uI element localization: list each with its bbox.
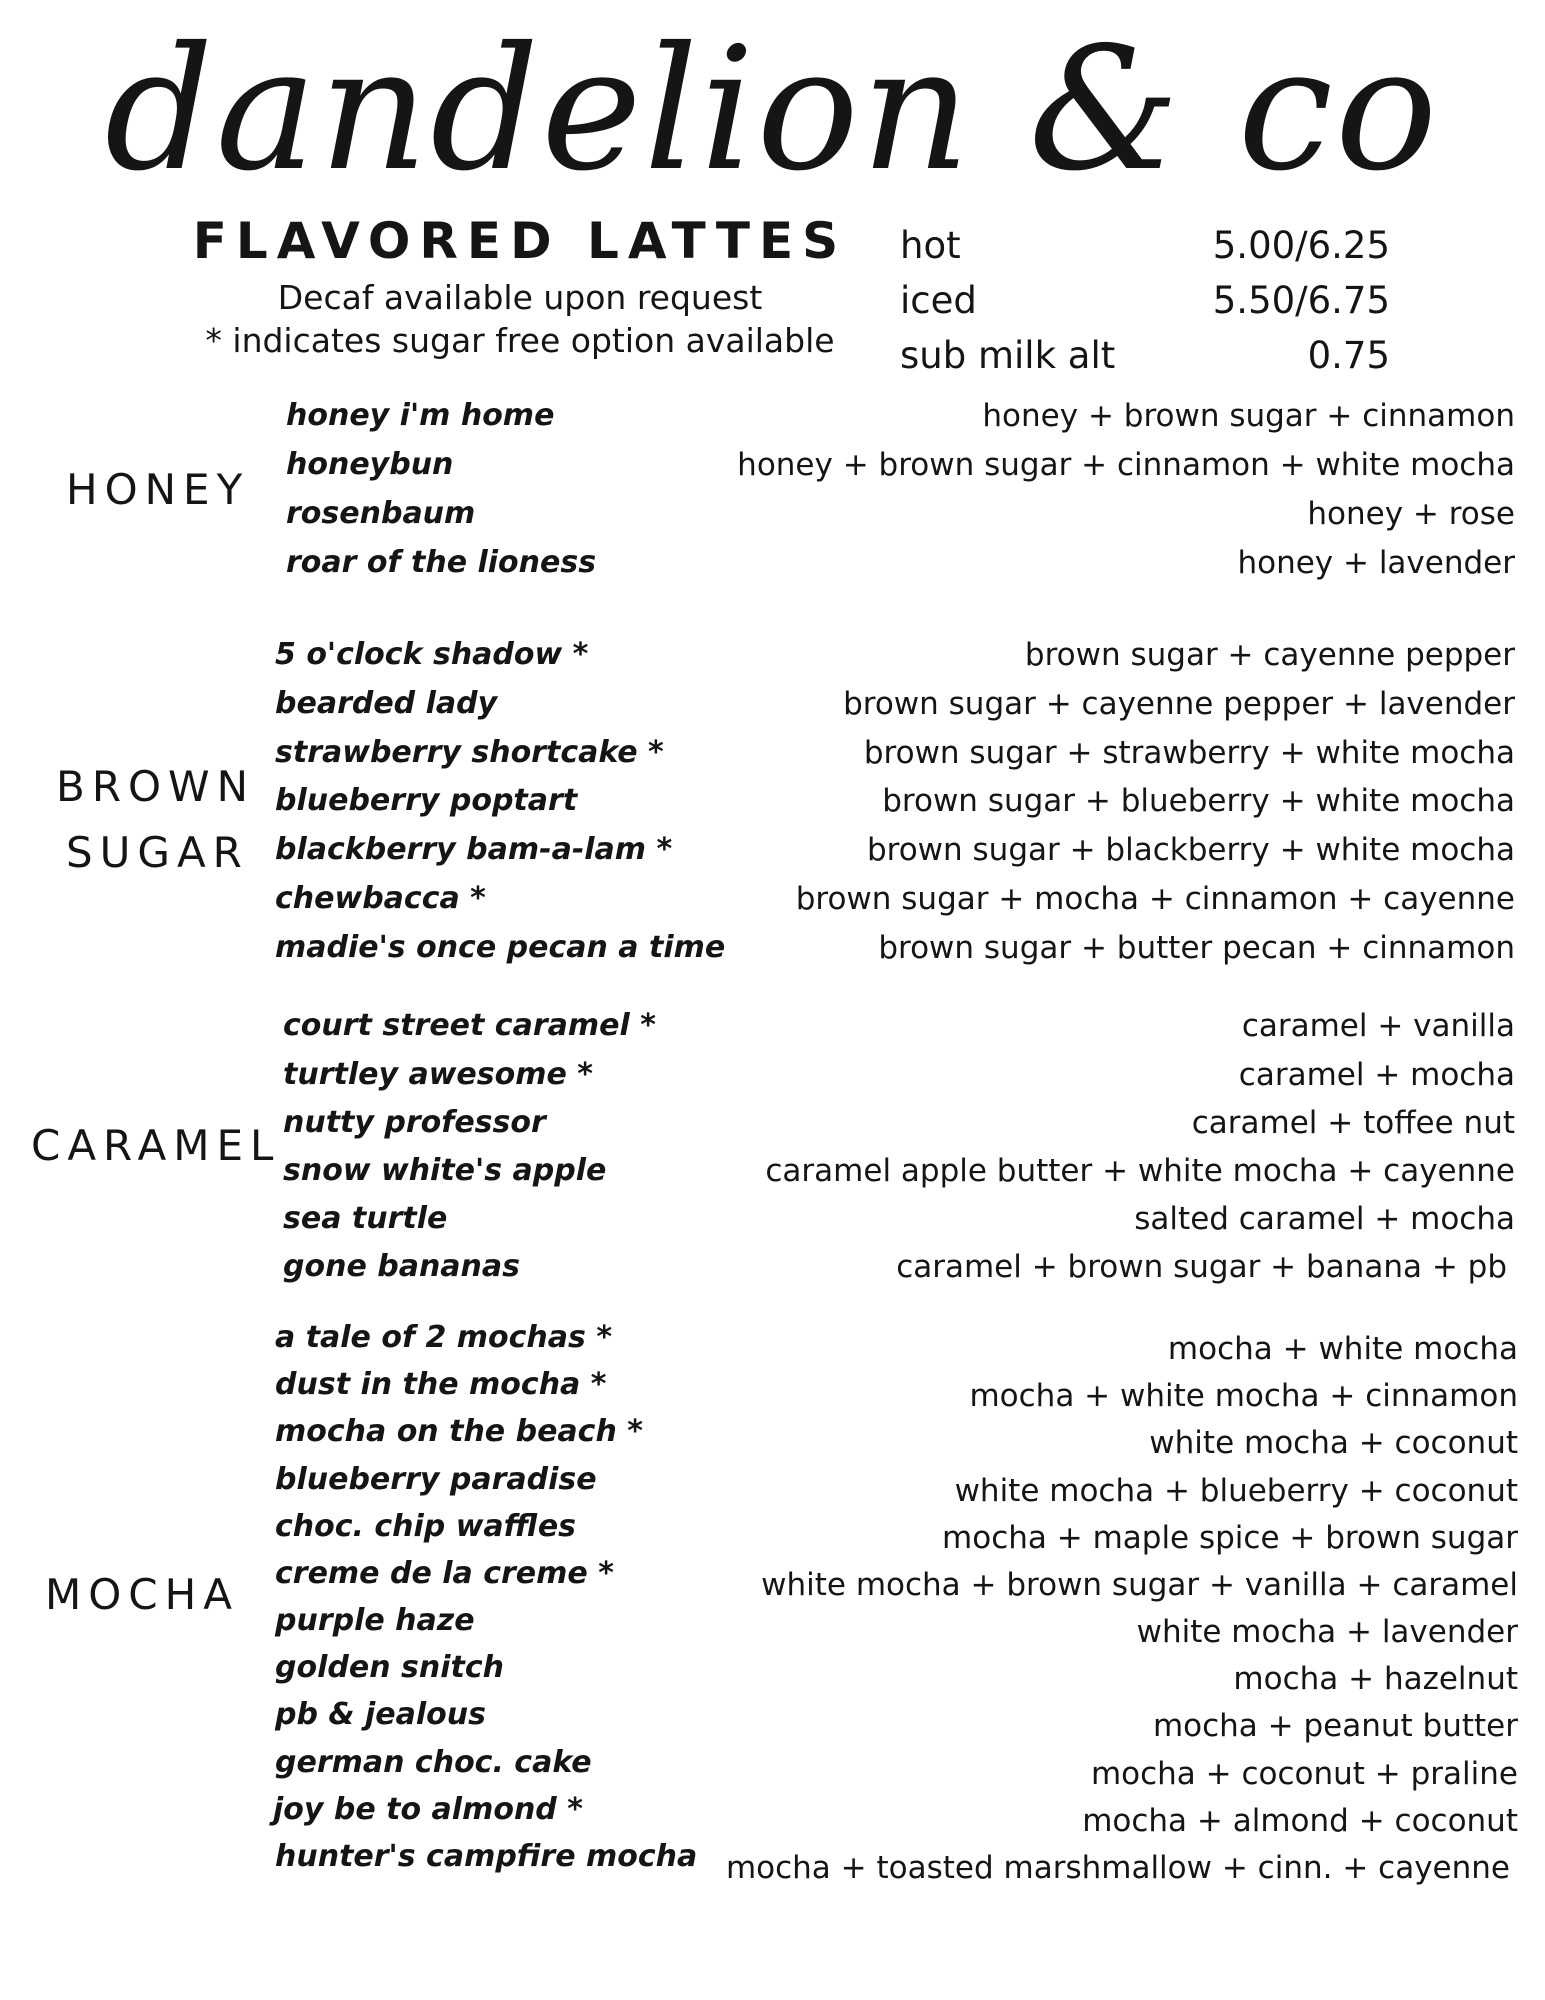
menu-item [270, 631, 1515, 679]
category-label: CARAMEL [31, 1121, 281, 1170]
item-flavors: brown sugar + strawberry + white mocha [863, 735, 1515, 771]
item-name: nutty professor [283, 1105, 546, 1140]
menu-item [270, 392, 1515, 440]
category-honey [66, 460, 249, 520]
sugar-free-note: * indicates sugar free option available [205, 321, 835, 360]
item-name: golden snitch [275, 1650, 504, 1685]
menu-item [270, 1051, 1515, 1099]
item-name: choc. chip waffles [275, 1509, 577, 1544]
menu-item [270, 1243, 1515, 1291]
category-label: SUGAR [66, 828, 249, 877]
item-name: gone bananas [283, 1249, 521, 1284]
item-flavors: mocha + toasted marshmallow + cinn. + cayenne [725, 1850, 1510, 1886]
menu-item [270, 490, 1515, 538]
item-flavors: honey + lavender [1237, 545, 1515, 581]
item-name: 5 o'clock shadow * [275, 637, 589, 672]
item-flavors: mocha + maple spice + brown sugar [942, 1520, 1518, 1556]
item-name: snow white's apple [283, 1153, 607, 1188]
item-name: turtley awesome * [283, 1057, 593, 1092]
decaf-note: Decaf available upon request [277, 278, 763, 317]
category-label: BROWN [56, 762, 256, 811]
item-flavors: mocha + coconut + praline [1090, 1756, 1518, 1792]
menu-item [270, 777, 1515, 825]
item-flavors: mocha + hazelnut [1233, 1661, 1518, 1697]
price-label: hot [900, 224, 961, 267]
price-label: iced [900, 279, 977, 322]
item-name: sea turtle [283, 1201, 448, 1236]
item-name: pb & jealous [275, 1697, 486, 1732]
item-flavors: mocha + white mocha [1167, 1331, 1518, 1367]
item-name: blueberry poptart [275, 783, 578, 818]
menu-item [270, 1195, 1515, 1243]
item-name: roar of the lioness [286, 545, 597, 580]
item-name: joy be to almond * [273, 1792, 583, 1827]
item-flavors: white mocha + blueberry + coconut [954, 1473, 1518, 1509]
category-label: HONEY [66, 465, 250, 514]
item-name: honeybun [286, 447, 454, 482]
item-name: german choc. cake [275, 1745, 592, 1780]
item-flavors: salted caramel + mocha [1134, 1201, 1515, 1237]
price-row-hot [900, 220, 1390, 272]
page-title: FLAVORED LATTES [192, 212, 848, 270]
item-flavors: brown sugar + blackberry + white mocha [866, 832, 1515, 868]
price-value: 5.50/6.75 [1212, 279, 1390, 322]
menu-item [270, 680, 1515, 728]
item-flavors: mocha + almond + coconut [1082, 1803, 1518, 1839]
item-flavors: caramel + toffee nut [1191, 1105, 1515, 1141]
item-flavors: caramel + mocha [1238, 1057, 1515, 1093]
menu-item [270, 924, 1515, 972]
menu-item [270, 1002, 1515, 1050]
category-mocha [45, 1565, 239, 1625]
item-name: blackberry bam-a-lam * [275, 832, 673, 867]
item-name: hunter's campfire mocha [275, 1839, 698, 1874]
menu-item [270, 441, 1515, 489]
price-row-iced [900, 275, 1390, 327]
menu-item [270, 729, 1515, 777]
brand-logo [0, 0, 1545, 215]
price-value: 0.75 [1307, 334, 1390, 377]
item-flavors: brown sugar + cayenne pepper + lavender [843, 686, 1515, 722]
menu-item [270, 875, 1515, 923]
item-name: purple haze [275, 1603, 475, 1638]
menu-item [270, 826, 1515, 874]
category-caramel [31, 1116, 280, 1176]
logo-lettering: dandelion & co [104, 11, 1440, 209]
item-flavors: brown sugar + mocha + cinnamon + cayenne [795, 881, 1515, 917]
item-name: madie's once pecan a time [275, 930, 726, 965]
price-label: sub milk alt [900, 334, 1116, 377]
menu-item [270, 539, 1515, 587]
item-name: rosenbaum [286, 496, 476, 531]
item-flavors: brown sugar + cayenne pepper [1024, 637, 1515, 673]
menu-item [270, 1147, 1515, 1195]
item-name: blueberry paradise [275, 1462, 597, 1497]
item-name: dust in the mocha * [275, 1367, 607, 1402]
item-name: a tale of 2 mochas * [275, 1320, 613, 1355]
item-name: creme de la creme * [275, 1556, 614, 1591]
menu-item [270, 1099, 1515, 1147]
item-flavors: caramel apple butter + white mocha + cayenne [765, 1153, 1515, 1189]
item-flavors: white mocha + coconut [1149, 1425, 1518, 1461]
price-value: 5.00/6.25 [1212, 224, 1390, 267]
item-name: strawberry shortcake * [275, 735, 664, 770]
item-flavors: honey + rose [1307, 496, 1515, 532]
menu-item [270, 1839, 1515, 1892]
item-flavors: caramel + vanilla [1241, 1008, 1515, 1044]
category-brown-sugar [56, 757, 255, 883]
item-name: chewbacca * [275, 881, 486, 916]
item-flavors: brown sugar + butter pecan + cinnamon [878, 930, 1515, 966]
item-name: honey i'm home [286, 398, 555, 433]
item-flavors: caramel + brown sugar + banana + pb [896, 1249, 1507, 1285]
item-name: bearded lady [275, 686, 498, 721]
item-flavors: white mocha + brown sugar + vanilla + caramel [761, 1567, 1518, 1603]
item-name: court street caramel * [283, 1008, 656, 1043]
brand-logo-art [0, 0, 1545, 215]
category-label: MOCHA [45, 1570, 239, 1619]
item-flavors: brown sugar + blueberry + white mocha [882, 783, 1515, 819]
price-row-sub-milk [900, 330, 1390, 382]
item-flavors: mocha + peanut butter [1152, 1708, 1518, 1744]
item-flavors: honey + brown sugar + cinnamon + white mocha [737, 447, 1515, 483]
item-name: mocha on the beach * [275, 1414, 643, 1449]
item-flavors: mocha + white mocha + cinnamon [969, 1378, 1518, 1414]
item-flavors: honey + brown sugar + cinnamon [982, 398, 1515, 434]
item-flavors: white mocha + lavender [1136, 1614, 1518, 1650]
